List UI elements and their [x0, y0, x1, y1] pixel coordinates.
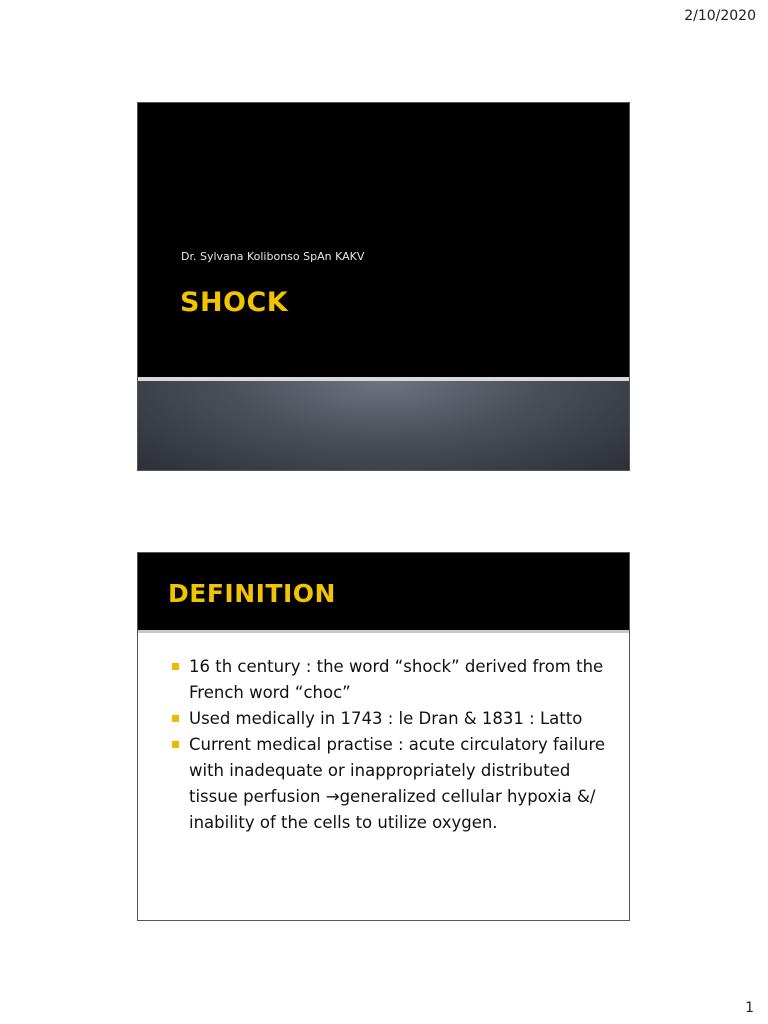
slide-title: SHOCK: [180, 287, 289, 318]
bullet-item: [172, 654, 612, 706]
page-date: 2/10/2020: [684, 8, 756, 24]
slide-header: [138, 553, 629, 630]
definition-slide: [137, 552, 630, 921]
slide-footer-band: [138, 381, 629, 471]
bullet-item: [172, 706, 612, 732]
title-slide: [137, 102, 630, 471]
bullet-text: Current medical practise : acute circulatory failure with inadequate or inappropriately distributed tissue perfusion →generalized cellular hypoxia &/ inability of the cells to utilize oxygen.: [189, 735, 606, 832]
bullet-text: Used medically in 1743 : le Dran & 1831 : Latto: [189, 709, 583, 728]
square-bullet-icon: [172, 741, 179, 748]
slide-heading: DEFINITION: [168, 579, 336, 608]
header-rule: [138, 630, 629, 633]
page-number: 1: [745, 1000, 754, 1016]
bullet-item: [172, 732, 612, 836]
bullet-text: 16 th century : the word “shock” derived from the French word “choc”: [189, 657, 604, 702]
bullet-list: [172, 654, 612, 836]
square-bullet-icon: [172, 715, 179, 722]
slide-author: Dr. Sylvana Kolibonso SpAn KAKV: [181, 250, 365, 263]
square-bullet-icon: [172, 663, 179, 670]
